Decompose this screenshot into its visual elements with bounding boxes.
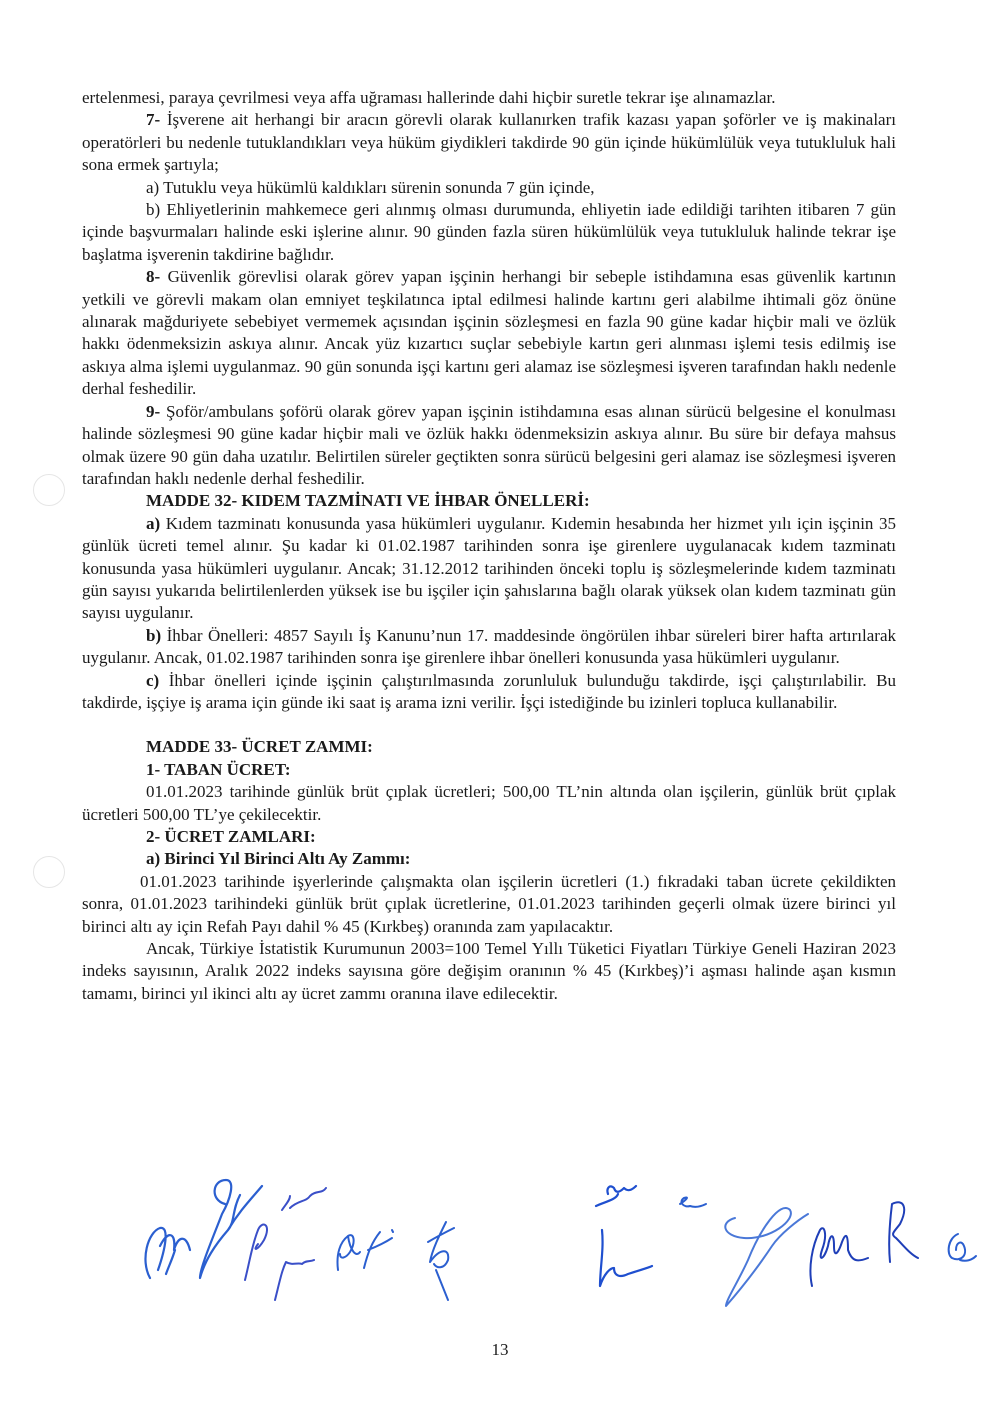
document-page-body (82, 87, 896, 1005)
signature-5 (428, 1222, 454, 1300)
article-32-a (82, 513, 896, 625)
clause-8 (82, 266, 896, 400)
clause-number: b) (146, 625, 162, 645)
clause-text: İşverene ait herhangi bir aracın görevli olarak kullanırken trafik kazası yapan şoförler ve iş makinaları operatörleri bu nedenle tutuklandıkları veya hüküm giydikleri takdirde 90 gün içinde hükümlülük veya tutukluluk hali sona ermek şartıyla; (82, 110, 896, 175)
article-33-section-1-heading: 1- TABAN ÜCRET: (146, 759, 291, 779)
clause-number: 9- (146, 401, 161, 421)
article-33-section-2-heading: 2- ÜCRET ZAMLARI: (146, 827, 316, 846)
signature-1 (145, 1228, 190, 1278)
article-32-b (82, 625, 896, 670)
clause-text: İhbar önelleri içinde işçinin çalıştırılmasında zorunluluk bulunduğu takdirde, işçi çalıştırılabilir. Bu takdirde, işçiye iş arama için günde iki saat iş arama izni verilir. İşçi istediğinde bu izinleri topluca kullanabilir. (82, 670, 896, 712)
article-33-heading: MADDE 33- ÜCRET ZAMMI: (146, 737, 373, 757)
punch-hole-mark (33, 474, 65, 506)
clause-text: Kıdem tazminatı konusunda yasa hükümleri uygulanır. Kıdemin hesabında her hizmet yılı için işçinin 35 günlük ücreti temel alınır. Şu kadar ki 01.02.1987 tarihinden sonra işe girenlere uygulanacak kıdem tazminatı konusunda yasa hükümleri uygulanır. Ancak; 31.12.2012 tarihinden önceki toplu iş sözleşmelerinde kıdem tazminatı gün sayısı yukarıda belirtilenlerden yüksek ise bu işçiler için şahıslarına bağlı olarak yüksek olan kıdem tazminatı gün sayısı uygulanır. (82, 513, 896, 623)
signature-6 (596, 1186, 652, 1286)
punch-hole-mark (33, 856, 65, 888)
signature-2 (200, 1180, 262, 1278)
clause-number: c) (146, 670, 160, 690)
article-33-section-2a-heading: a) Birinci Yıl Birinci Altı Ay Zammı: (146, 849, 411, 869)
clause-7b: b) Ehliyetlerinin mahkemece geri alınmış olması durumunda, ehliyetin iade edildiği tarihten itibaren 7 gün içinde başvurmaları halinde eski işlerine alınır. 90 günden fazla süren hükümlülük veya tutukluluk halinde tekrar işe başlatma işverenin takdirine bağlıdır. (82, 200, 896, 264)
clause-number: 8- (146, 267, 161, 287)
signature-11 (949, 1234, 976, 1261)
clause-7a: a) Tutuklu veya hükümlü kaldıkları sürenin sonunda 7 gün içinde, (146, 177, 595, 197)
paragraph-continuation: ertelenmesi, paraya çevrilmesi veya affa uğraması hallerinde dahi hiçbir suretle tekrar işe alınamazlar. (82, 88, 776, 107)
article-33-section-2a-proviso: Ancak, Türkiye İstatistik Kurumunun 2003=100 Temel Yıllı Tüketici Fiyatları Türkiye Geneli Haziran 2023 indeks sayısının, Aralık 2022 indeks sayısına göre değişim oranının % 45 (Kırkbeş)’i aşması halinde aşan kısmın tamamı, birinci yıl ikinci altı ay ücret zammı oranına ilave edilecektir. (82, 939, 896, 1003)
page-number: 13 (491, 1340, 509, 1359)
signature-9 (810, 1228, 868, 1286)
article-33-section-2a-text: 01.01.2023 tarihinde işyerlerinde çalışmakta olan işçilerin ücretleri (1.) fıkradaki taban ücrete çekildikten sonra, 01.01.2023 tarihindeki günlük brüt çıplak ücretlerine, 01.01.2023 tarihinden geçerli olmak üzere birinci yıl birinci altı ay için Refah Payı dahil % 45 (Kırkbeş) oranında zam yapılacaktır. (82, 871, 896, 936)
spacer (82, 714, 896, 736)
clause-text: İhbar Önelleri: 4857 Sayılı İş Kanunu’nun 17. maddesinde öngörülen ihbar süreleri birer hafta artırılarak uygulanır. Ancak, 01.02.1987 tarihinden sonra işe girenlere ihbar önelleri konusunda yasa hükümleri uygulanır. (82, 625, 896, 668)
signature-4 (337, 1230, 393, 1270)
signature-3 (245, 1188, 326, 1300)
clause-9 (82, 401, 896, 491)
article-33-section-1-text: 01.01.2023 tarihinde günlük brüt çıplak ücretleri; 500,00 TL’nin altında olan işçilerin, günlük brüt çıplak ücretleri 500,00 TL’ye çekilecektir. (82, 782, 896, 824)
clause-number: a) (146, 513, 161, 533)
article-32-c (82, 670, 896, 715)
signature-7 (680, 1197, 706, 1206)
clause-7 (82, 109, 896, 176)
clause-text: Güvenlik görevlisi olarak görev yapan işçinin herhangi bir sebeple istihdamına esas güvenlik kartının yetkili ve görevli makam olan emniyet teşkilatınca iptal edilmesi halinde kartını geri alabilme ihtimali göz önüne alınarak mağduriyete sebebiyet vermemek açısından işçinin sözleşmesi en fazla 90 güne kadar hiçbir mali ve özlük hakkı ödenmeksizin askıya alınır. Ancak yüz kızartıcı suçlar sebebiyle kartın geri alınması işlemi tesis edilmiş ise askıya alma işlemi uygulanmaz. 90 gün sonunda işçi kartını geri alamaz ise sözleşmesi işveren tarafından haklı nedenle derhal feshedilir. (82, 267, 896, 399)
article-32-heading: MADDE 32- KIDEM TAZMİNATI VE İHBAR ÖNELLERİ: (146, 491, 590, 511)
signatures-area (0, 1150, 1000, 1310)
signature-10 (889, 1202, 918, 1262)
signature-8 (725, 1208, 808, 1306)
clause-text: Şoför/ambulans şoförü olarak görev yapan işçinin istihdamına esas alınan sürücü belgesine el konulması halinde sözleşmesi 90 güne kadar hiçbir mali ve özlük hakkı ödenmeksizin askıya alınır. Bu süre bir defaya mahsus olmak üzere 90 gün daha uzatılır. Belirtilen süreler geçtikten sonra sürücü belgesini geri alamaz ise sözleşmesi işveren tarafından haklı nedenle derhal feshedilir. (82, 401, 896, 488)
clause-number: 7- (146, 110, 161, 130)
